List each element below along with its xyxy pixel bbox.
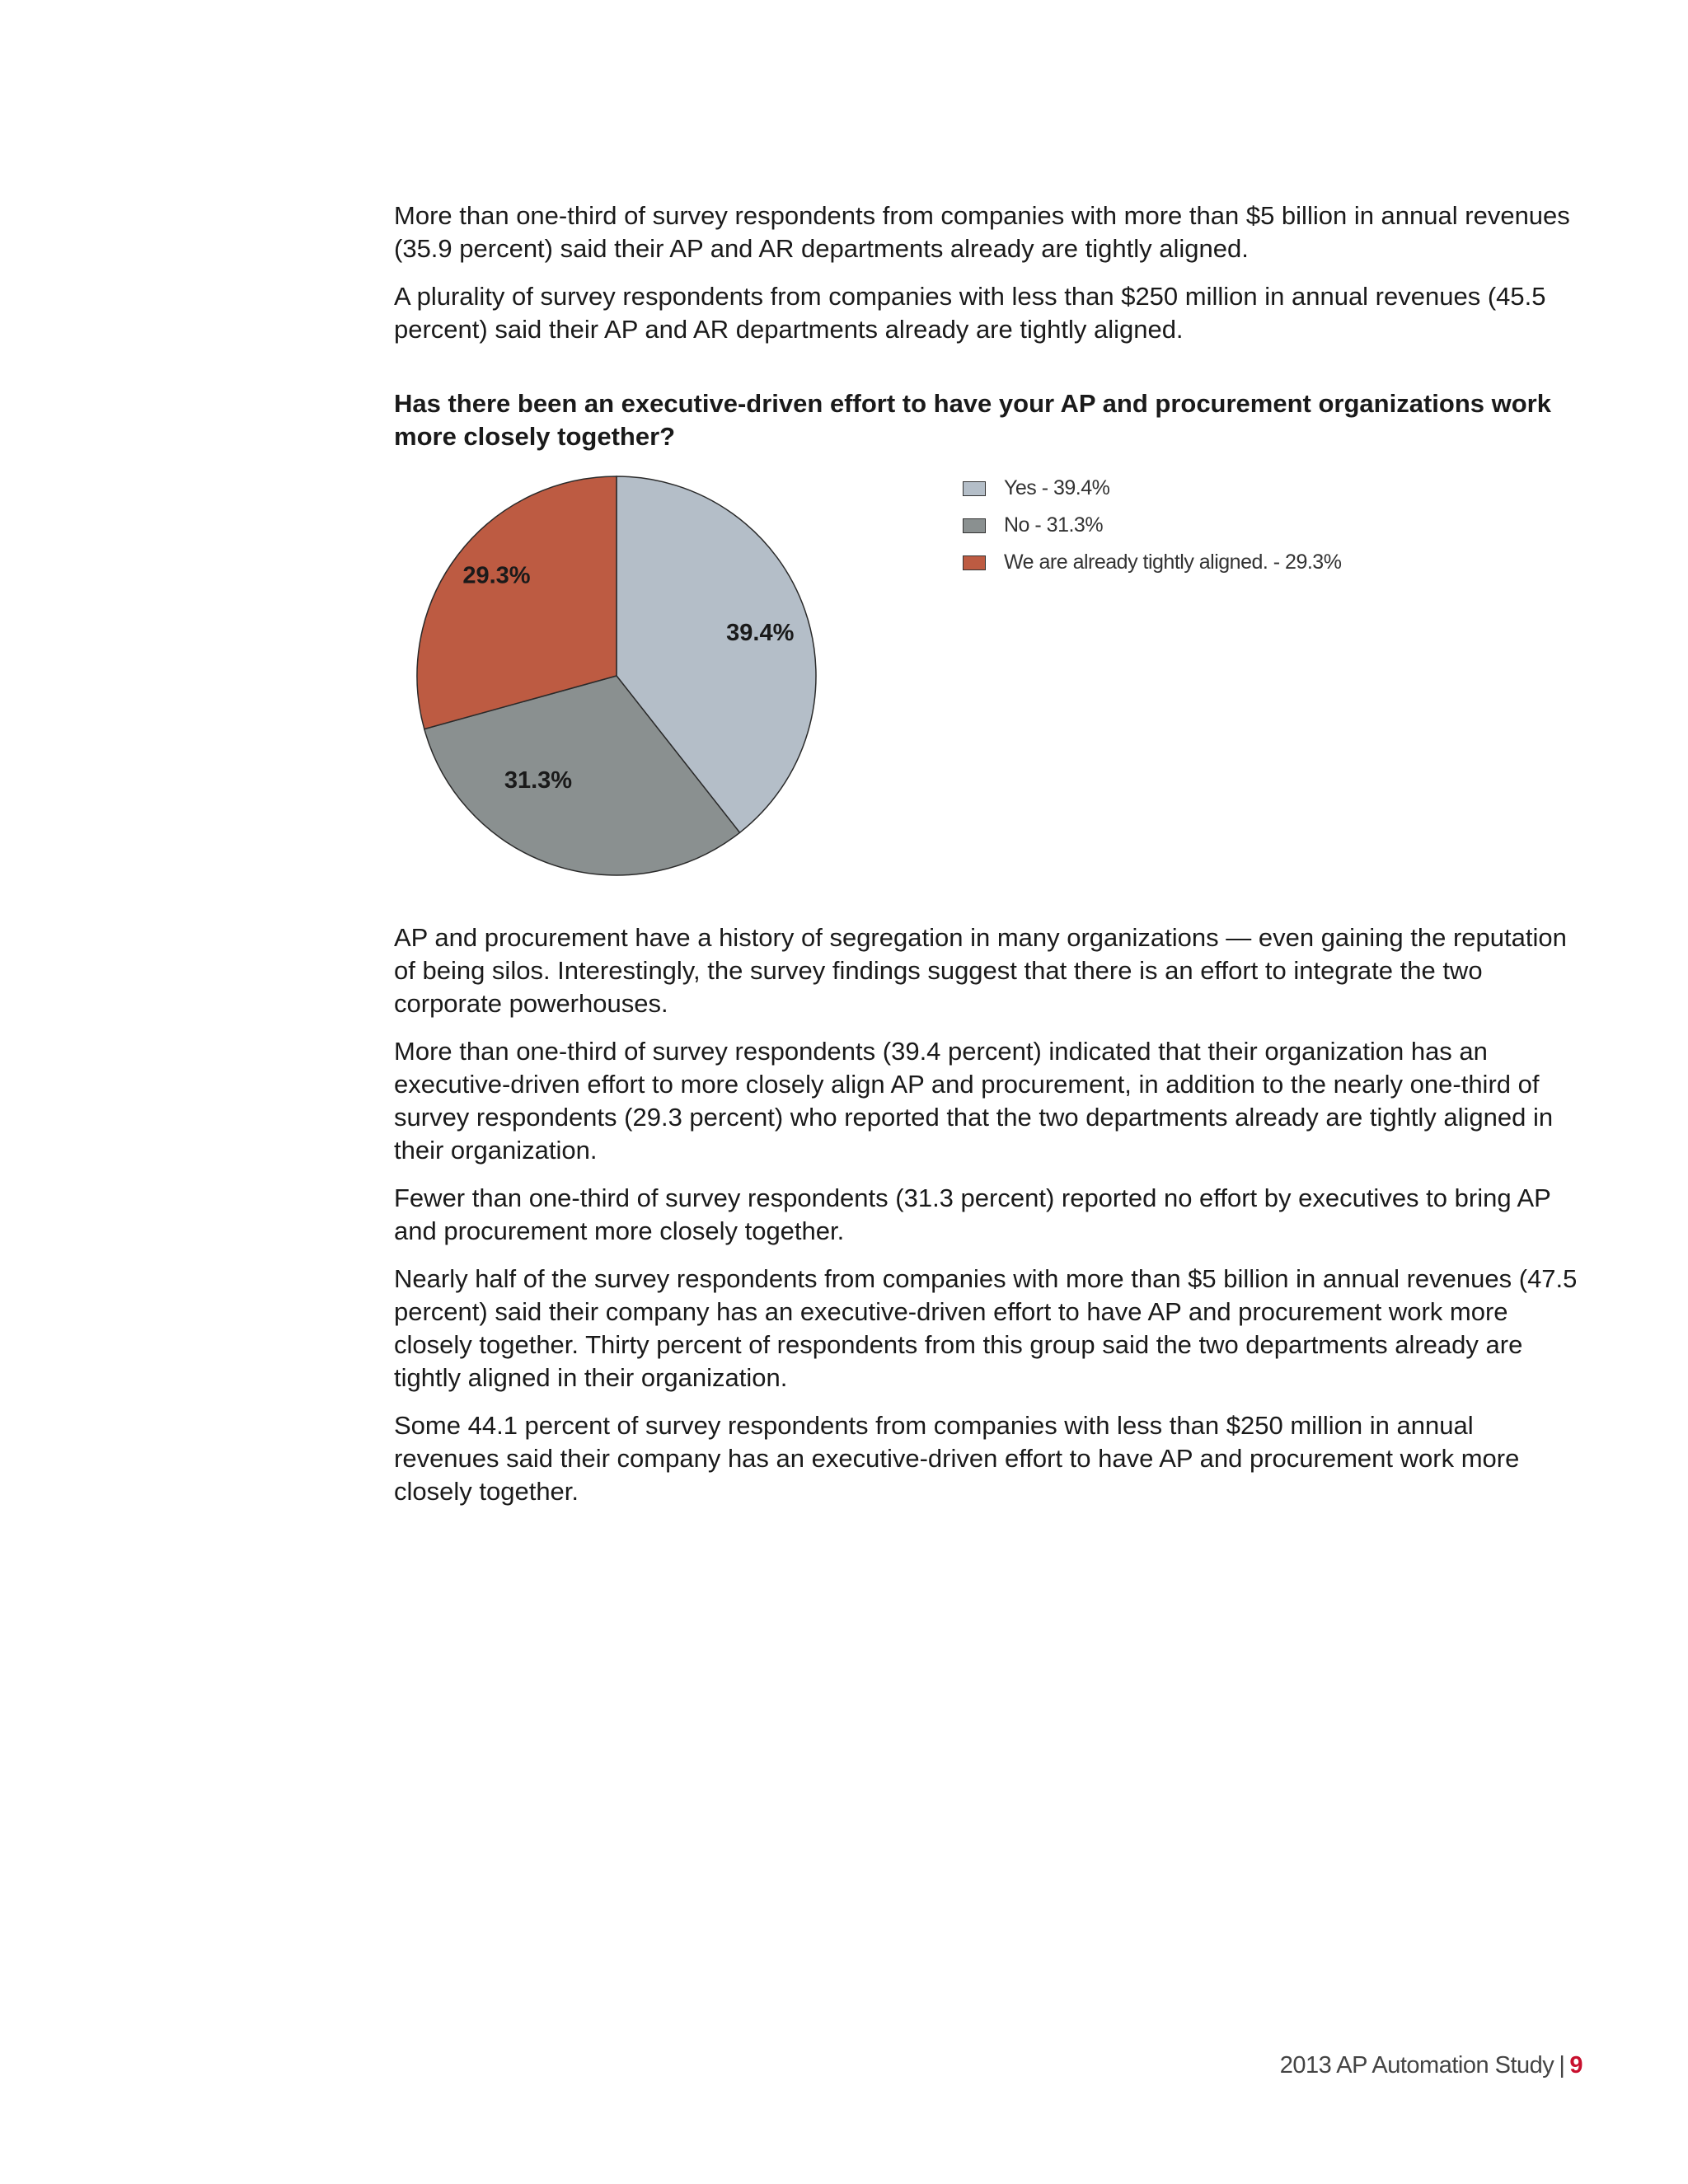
legend-label-yes: Yes - 39.4% [1004,476,1110,499]
page-number: 9 [1569,2052,1582,2079]
pie-chart [394,462,1465,890]
pie-label-aligned: 29.3% [462,562,531,589]
body-paragraph-1: AP and procurement have a history of segregation in many organizations — even gaining the reputation of being silos. Interestingly, the survey findings suggest that there is an effort to integrate the two corporate powerhouses. [394,923,1567,1018]
legend-swatch-no [963,518,986,533]
body-paragraph-3: Fewer than one-third of survey respondents (31.3 percent) reported no effort by executives to bring AP and procurement more closely together. [394,1183,1551,1245]
footer-title: 2013 AP Automation Study [1279,2052,1554,2079]
body-paragraph-5: Some 44.1 percent of survey respondents from companies with less than $250 million in annual revenues said their company has an executive-driven effort to have AP and procurement work more closely together. [394,1411,1520,1506]
body-paragraph-4: Nearly half of the survey respondents from companies with more than $5 billion in annual revenues (47.5 percent) said their company has an executive-driven effort to have AP and procurement work more closely together. Thirty percent of respondents from this group said the two departments already are tightly aligned in their organization. [394,1264,1578,1392]
chart-question-heading: Has there been an executive-driven effort to have your AP and procurement organizations work more closely together? [394,389,1551,451]
legend-swatch-yes [963,481,986,496]
intro-text-block [394,199,1581,346]
legend-item-no [963,507,1341,544]
legend-label-aligned: We are already tightly aligned. - 29.3% [1004,551,1342,574]
chart-legend [963,470,1341,581]
footer-separator: | [1559,2052,1565,2079]
pie-label-yes: 39.4% [726,619,795,646]
legend-label-no: No - 31.3% [1004,513,1104,537]
pie-label-no: 31.3% [504,767,573,794]
body-text-block [394,921,1581,1508]
intro-paragraph-2: A plurality of survey respondents from companies with less than $250 million in annual revenues (45.5 percent) said their AP and AR departments already are tightly aligned. [394,282,1546,344]
legend-item-yes [963,470,1341,507]
page-footer [1280,2052,1582,2079]
intro-paragraph-1: More than one-third of survey respondents from companies with more than $5 billion in annual revenues (35.9 percent) said their AP and AR departments already are tightly aligned. [394,201,1570,263]
body-paragraph-2: More than one-third of survey respondents (39.4 percent) indicated that their organization has an executive-driven effort to more closely align AP and procurement, in addition to the nearly one-third of survey respondents (29.3 percent) who reported that the two departments already are tightly aligned in their organization. [394,1037,1554,1165]
legend-item-aligned [963,544,1341,581]
legend-swatch-aligned [963,555,986,570]
pie-chart-svg [394,462,823,890]
